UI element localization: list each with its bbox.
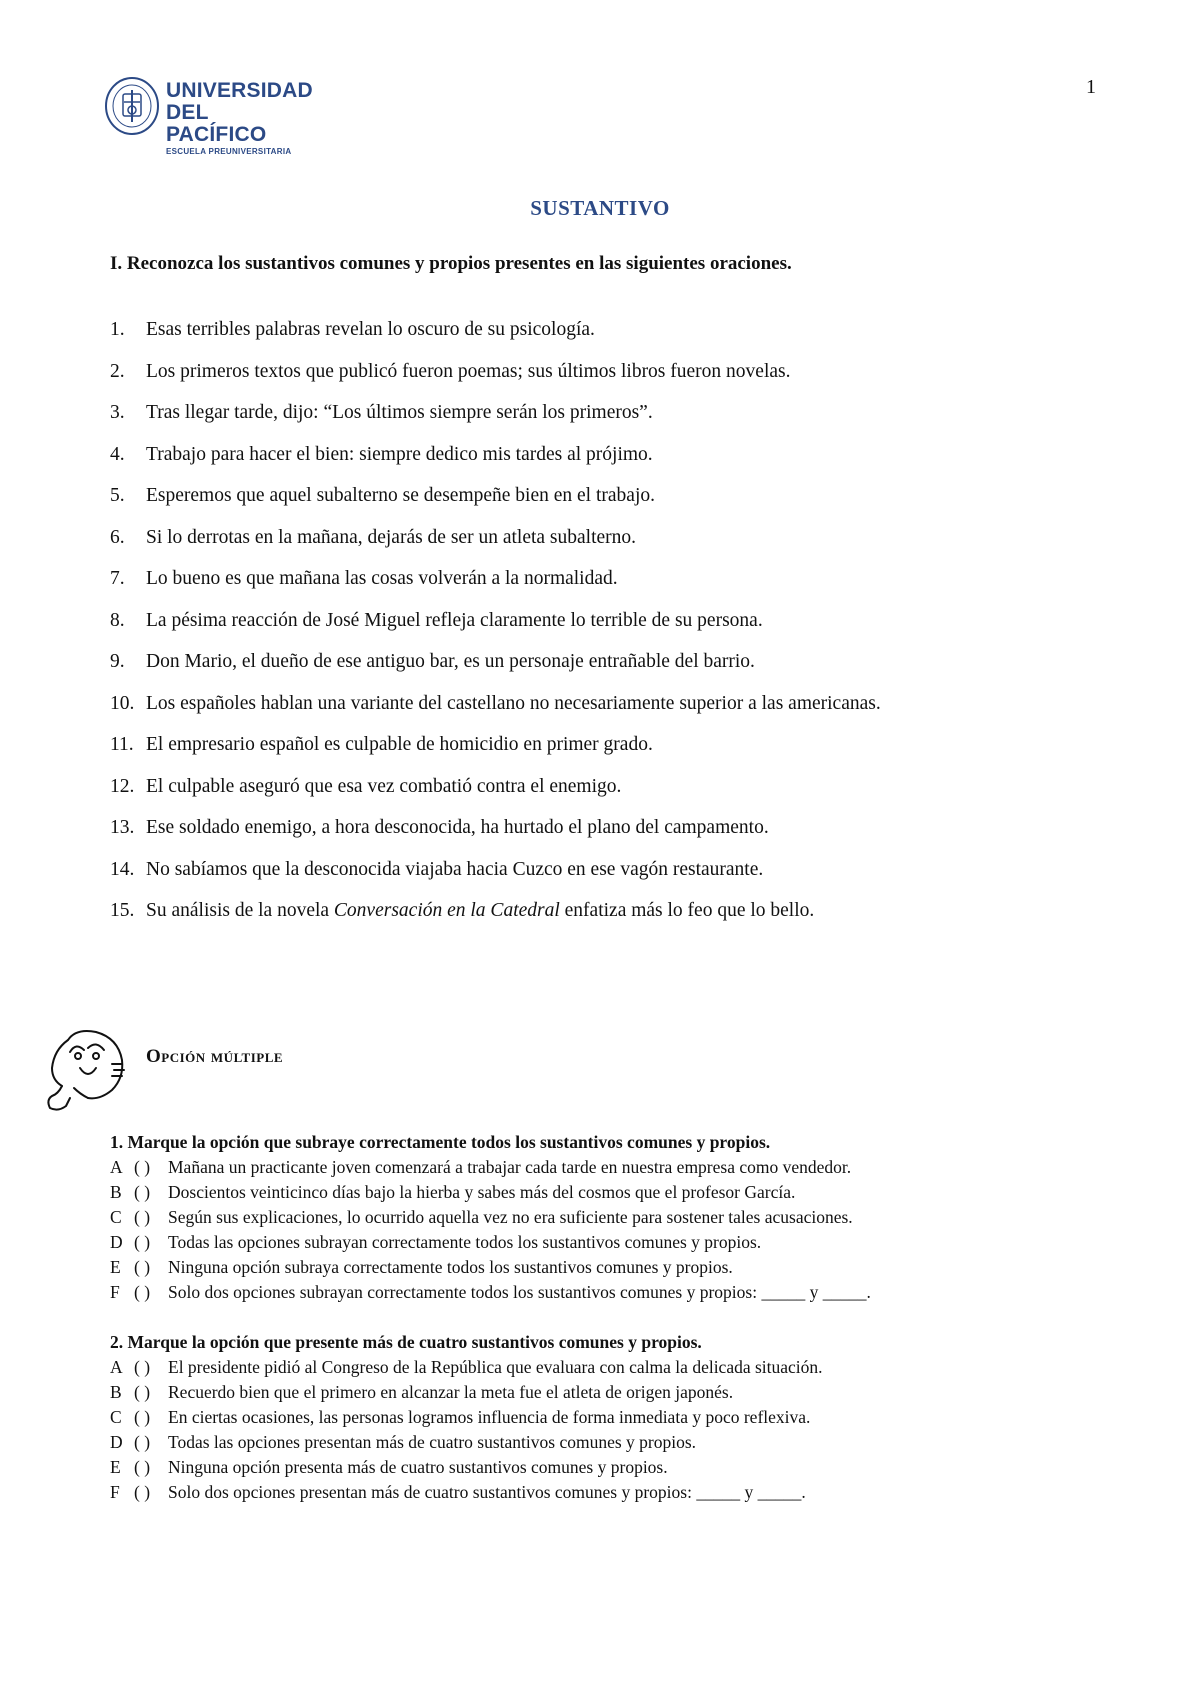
university-logo — [104, 76, 313, 156]
answer-option[interactable] — [110, 1280, 871, 1305]
question-1 — [110, 1130, 871, 1305]
answer-box[interactable]: ( ) — [134, 1382, 151, 1402]
answer-box[interactable]: ( ) — [134, 1482, 151, 1502]
option-text: El presidente pidió al Congreso de la República que evaluara con calma la delicada situación. — [168, 1357, 823, 1377]
option-letter: A — [110, 1157, 123, 1177]
item-number: 7. — [110, 568, 125, 589]
option-letter: B — [110, 1182, 122, 1202]
answer-box[interactable]: ( ) — [134, 1257, 151, 1277]
section-1-heading: I. Reconozca los sustantivos comunes y propios presentes en las siguientes oraciones. — [110, 253, 792, 274]
option-text: Ninguna opción subraya correctamente todos los sustantivos comunes y propios. — [168, 1257, 733, 1277]
item-text: Lo bueno es que mañana las cosas volverán a la normalidad. — [146, 568, 618, 589]
option-text: Mañana un practicante joven comenzará a trabajar cada tarde en nuestra empresa como vendedor. — [168, 1157, 852, 1177]
answer-option[interactable] — [110, 1155, 871, 1180]
answer-option[interactable] — [110, 1230, 871, 1255]
item-text: La pésima reacción de José Miguel refleja claramente lo terrible de su persona. — [146, 609, 763, 631]
option-letter: E — [110, 1257, 121, 1277]
option-text: Ninguna opción presenta más de cuatro sustantivos comunes y propios. — [168, 1457, 668, 1477]
option-text: Solo dos opciones subrayan correctamente todos los sustantivos comunes y propios: _____ y _____. — [168, 1282, 871, 1302]
item-text: Esas terribles palabras revelan lo oscuro de su psicología. — [146, 319, 595, 340]
item-text: Si lo derrotas en la mañana, dejarás de ser un atleta subalterno. — [146, 526, 637, 548]
question-text: 1. Marque la opción que subraye correctamente todos los sustantivos comunes y propios. — [110, 1132, 771, 1152]
answer-option[interactable] — [110, 1380, 823, 1405]
option-letter: E — [110, 1457, 121, 1477]
item-text-after: enfatiza más lo feo que lo bello. — [559, 900, 815, 921]
answer-option[interactable] — [110, 1405, 823, 1430]
item-number: 14. — [110, 858, 135, 880]
list-item — [110, 692, 881, 734]
answer-box[interactable]: ( ) — [134, 1157, 151, 1177]
logo-text — [166, 80, 313, 158]
option-text: Solo dos opciones presentan más de cuatro sustantivos comunes y propios: _____ y _____. — [168, 1482, 806, 1502]
list-item — [110, 858, 881, 900]
option-letter: D — [110, 1232, 123, 1252]
list-item — [110, 443, 881, 485]
answer-option[interactable] — [110, 1255, 871, 1280]
option-letter: B — [110, 1382, 122, 1402]
question-2 — [110, 1330, 823, 1505]
answer-option[interactable] — [110, 1180, 871, 1205]
multiple-choice-heading: Opción múltiple — [146, 1046, 284, 1067]
item-number: 6. — [110, 526, 125, 548]
item-text: Trabajo para hacer el bien: siempre dedico mis tardes al prójimo. — [146, 443, 653, 465]
item-text: El culpable aseguró que esa vez combatió contra el enemigo. — [146, 775, 622, 797]
item-number: 13. — [110, 817, 135, 838]
university-seal-icon — [104, 76, 160, 136]
list-item — [110, 318, 881, 360]
item-text: Los primeros textos que publicó fueron poemas; sus últimos libros fueron novelas. — [146, 360, 791, 382]
list-item — [110, 816, 881, 858]
answer-option[interactable] — [110, 1205, 871, 1230]
list-item — [110, 775, 881, 817]
item-text: Ese soldado enemigo, a hora desconocida, ha hurtado el plano del campamento. — [146, 817, 769, 838]
item-text: Tras llegar tarde, dijo: “Los últimos siempre serán los primeros”. — [146, 402, 653, 423]
list-item — [110, 899, 881, 941]
thinking-face-icon — [38, 1020, 138, 1120]
option-letter: C — [110, 1207, 122, 1227]
list-item — [110, 360, 881, 402]
item-number: 3. — [110, 402, 125, 423]
page-number: 1 — [1086, 76, 1096, 98]
logo-line-3: ESCUELA PREUNIVERSITARIA — [166, 147, 292, 156]
answer-option[interactable] — [110, 1455, 823, 1480]
option-text: Doscientos veinticinco días bajo la hierba y sabes más del cosmos que el profesor García. — [168, 1182, 796, 1202]
answer-box[interactable]: ( ) — [134, 1407, 151, 1427]
item-text: Esperemos que aquel subalterno se desempeñe bien en el trabajo. — [146, 485, 655, 506]
item-number: 10. — [110, 692, 135, 714]
item-text: Los españoles hablan una variante del castellano no necesariamente superior a las americanas. — [146, 692, 881, 714]
item-text: Don Mario, el dueño de ese antiguo bar, es un personaje entrañable del barrio. — [146, 651, 755, 672]
item-number: 8. — [110, 609, 125, 631]
item-number: 4. — [110, 443, 125, 465]
item-number: 12. — [110, 775, 135, 797]
item-number: 9. — [110, 651, 125, 672]
list-item — [110, 650, 881, 692]
document-title: SUSTANTIVO — [530, 196, 670, 220]
list-item — [110, 401, 881, 443]
logo-line-2: DEL PACÍFICO — [166, 101, 267, 146]
item-number: 2. — [110, 360, 125, 382]
answer-option[interactable] — [110, 1355, 823, 1380]
option-letter: F — [110, 1282, 120, 1302]
answer-box[interactable]: ( ) — [134, 1457, 151, 1477]
item-text: No sabíamos que la desconocida viajaba hacia Cuzco en ese vagón restaurante. — [146, 858, 764, 880]
answer-box[interactable]: ( ) — [134, 1207, 151, 1227]
item-number: 5. — [110, 485, 125, 506]
option-letter: D — [110, 1432, 123, 1452]
option-letter: C — [110, 1407, 122, 1427]
answer-option[interactable] — [110, 1430, 823, 1455]
option-text: En ciertas ocasiones, las personas logramos influencia de forma inmediata y poco reflexiva. — [168, 1407, 811, 1427]
option-letter: A — [110, 1357, 123, 1377]
answer-box[interactable]: ( ) — [134, 1357, 151, 1377]
item-text: El empresario español es culpable de homicidio en primer grado. — [146, 734, 653, 755]
answer-box[interactable]: ( ) — [134, 1182, 151, 1202]
answer-option[interactable] — [110, 1480, 823, 1505]
list-item — [110, 484, 881, 526]
list-item — [110, 609, 881, 651]
option-text: Todas las opciones subrayan correctamente todos los sustantivos comunes y propios. — [168, 1232, 762, 1252]
item-text-before: Su análisis de la novela — [146, 900, 334, 921]
list-item — [110, 567, 881, 609]
question-text: 2. Marque la opción que presente más de cuatro sustantivos comunes y propios. — [110, 1332, 702, 1352]
item-number: 11. — [110, 734, 134, 755]
option-text: Según sus explicaciones, lo ocurrido aquella vez no era suficiente para sostener tales acusaciones. — [168, 1207, 853, 1227]
novel-title: Conversación en la Catedral — [333, 900, 560, 921]
list-item — [110, 733, 881, 775]
sentence-list — [110, 318, 881, 941]
option-text: Recuerdo bien que el primero en alcanzar la meta fue el atleta de origen japonés. — [168, 1382, 734, 1402]
answer-box[interactable]: ( ) — [134, 1282, 151, 1302]
item-number: 1. — [110, 319, 125, 340]
answer-box[interactable]: ( ) — [134, 1232, 151, 1252]
list-item — [110, 526, 881, 568]
option-text: Todas las opciones presentan más de cuatro sustantivos comunes y propios. — [168, 1432, 697, 1452]
option-letter: F — [110, 1482, 120, 1502]
item-number: 15. — [110, 900, 135, 921]
logo-line-1: UNIVERSIDAD — [166, 79, 313, 102]
answer-box[interactable]: ( ) — [134, 1432, 151, 1452]
